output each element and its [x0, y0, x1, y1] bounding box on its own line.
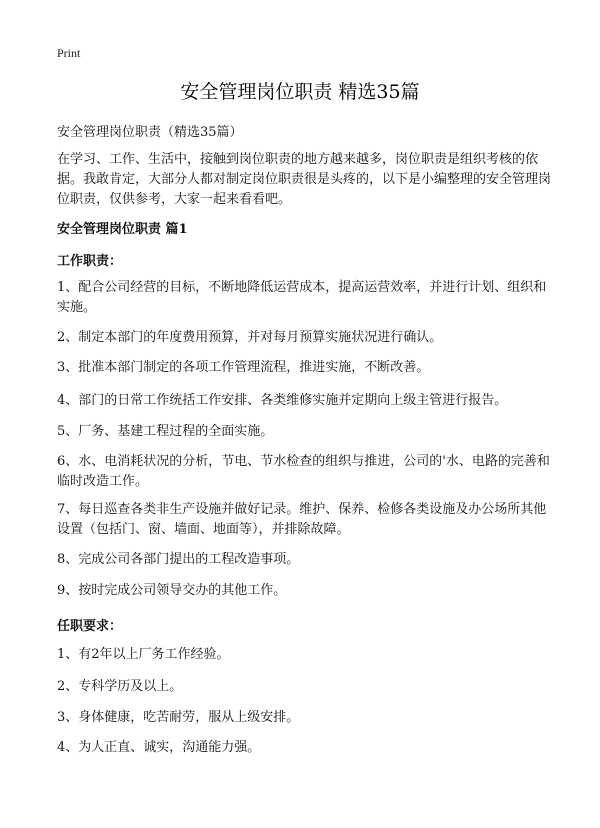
duty-item: 7、每日巡查各类非生产设施并做好记录。维护、保养、检修各类设施及办公场所其他设置（包括门、窗、墙面、地面等），并排除故障。: [57, 502, 547, 537]
print-label: Print: [57, 46, 81, 60]
duty-item: 6、水、电消耗状况的分析，节电、节水检查的组织与推进，公司的'水、电路的完善和临时改造工作。: [57, 454, 550, 489]
intro-paragraph: 在学习、工作、生活中，接触到岗位职责的地方越来越多，岗位职责是组织考核的依据。我敢肯定，大部分人都对制定岗位职责很是头疼的，以下是小编整理的安全管理岗位职责，仅供参考，大家一起来看看吧。: [57, 152, 552, 207]
duty-item: 4、部门的日常工作统括工作安排、各类维修实施并定期向上级主管进行报告。: [57, 393, 508, 408]
document-title: 安全管理岗位职责 精选35篇: [180, 81, 420, 103]
requirement-item: 1、有2年以上厂务工作经验。: [57, 647, 230, 662]
duty-item: 5、厂务、基建工程过程的全面实施。: [57, 424, 274, 439]
duty-item: 3、批准本部门制定的各项工作管理流程，推进实施，不断改善。: [57, 360, 430, 375]
duties-heading: 工作职责：: [57, 254, 123, 269]
requirements-heading: 任职要求：: [57, 619, 123, 634]
requirement-item: 2、专科学历及以上。: [57, 679, 183, 694]
requirement-item: 4、为人正直、诚实，沟通能力强。: [57, 740, 261, 755]
duty-item: 2、制定本部门的年度费用预算，并对每月预算实施状况进行确认。: [57, 330, 443, 345]
section-title: 安全管理岗位职责 篇1: [57, 222, 188, 237]
duty-item: 8、完成公司各部门提出的工程改造事项。: [57, 552, 300, 567]
duty-item: 1、配合公司经营的目标，不断地降低运营成本，提高运营效率，并进行计划、组织和实施。: [57, 280, 547, 315]
duty-item: 9、按时完成公司领导交办的其他工作。: [57, 583, 287, 598]
document-subtitle: 安全管理岗位职责（精选35篇）: [57, 125, 243, 140]
requirement-item: 3、身体健康，吃苦耐劳，服从上级安排。: [57, 710, 300, 725]
